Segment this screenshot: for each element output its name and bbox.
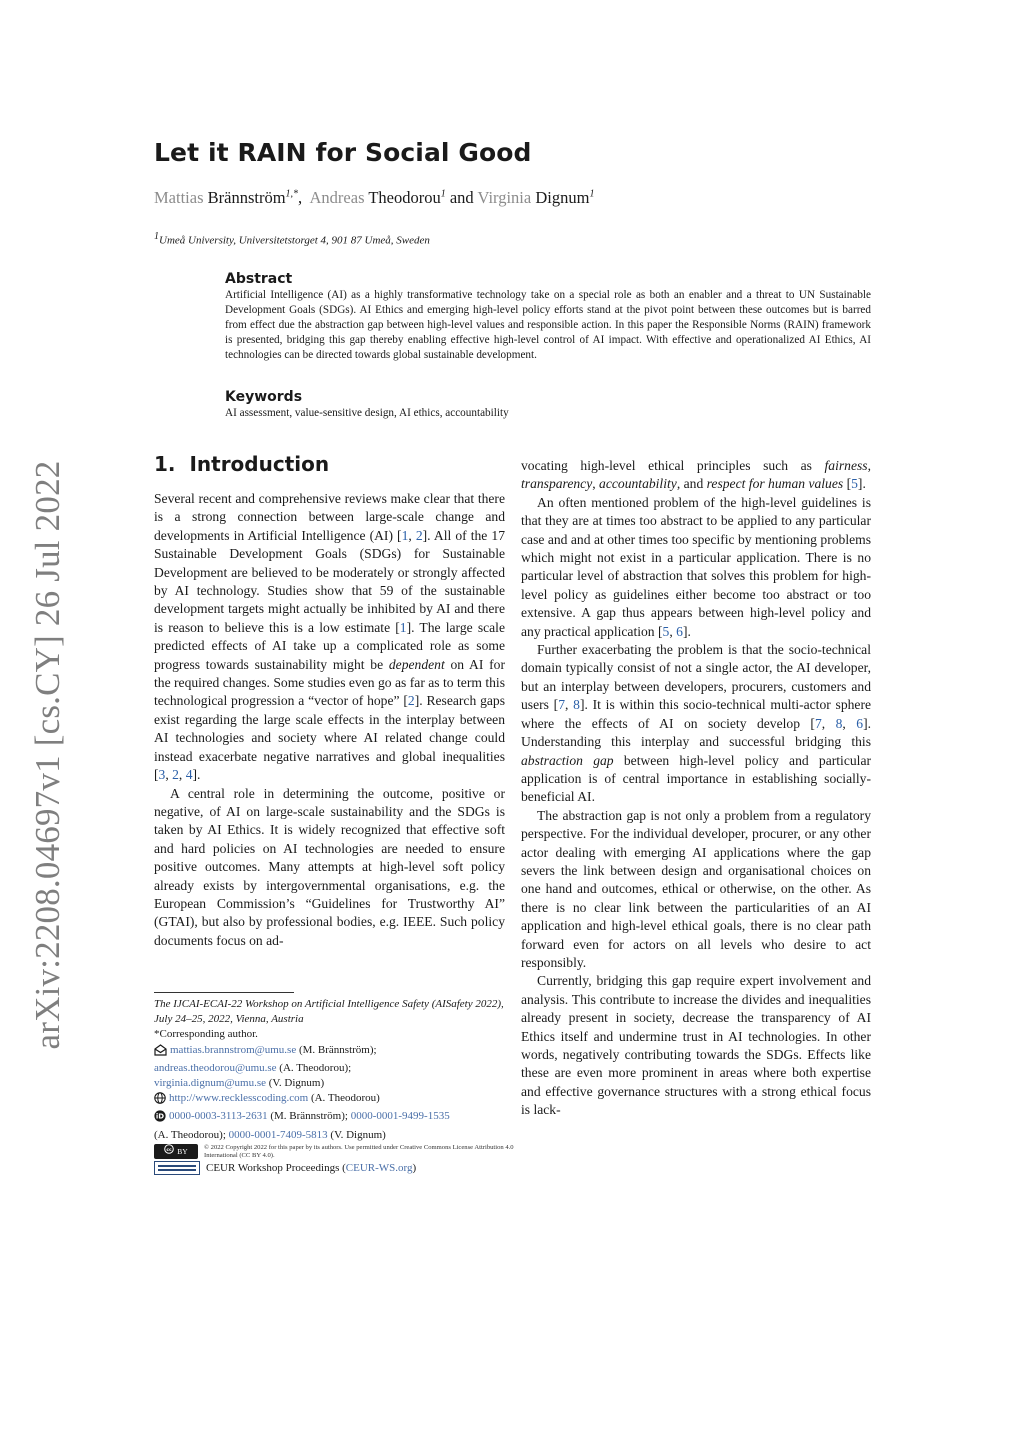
citation-link[interactable]: 1 bbox=[401, 527, 409, 543]
citation-link[interactable]: 8 bbox=[573, 697, 580, 713]
author-1: Mattias Brännström$^{1,*}$ bbox=[154, 188, 299, 207]
orcid-line: (A. Theodorou); 0000-0001-7409-5813 (V. Dignum) bbox=[154, 1128, 386, 1141]
email-line: mattias.brannstrom@umu.se (M. Brännström); bbox=[154, 1043, 514, 1061]
abstract-block bbox=[225, 271, 871, 363]
citation-link[interactable]: 5 bbox=[662, 623, 670, 639]
citation-link[interactable]: 6 bbox=[856, 715, 864, 731]
right-column bbox=[521, 457, 871, 1120]
paragraph-6: The abstraction gap is not only a problem from a regulatory perspective. For the individual developer, procurer, or any other actor dealing with emerging AI applications where the gap severs the link between design and organisational choices on one hand and outcomes, ethical or otherwise, on the other. As there is no clear link between the particularities of an AI application and high-level ethical goals, there is no clear path forward even for actors on all levels who desire to act responsibly. bbox=[521, 807, 871, 970]
abstract-heading: Abstract bbox=[225, 271, 293, 287]
citation-link[interactable]: 2 bbox=[415, 527, 423, 543]
orcid-link-1[interactable]: 0000-0003-3113-2631 bbox=[169, 1110, 268, 1123]
arxiv-stamp bbox=[20, 450, 76, 1060]
orcid-line: iD 0000-0003-3113-2631 (M. Brännström); 0000-0001-9499-1535 bbox=[154, 1109, 514, 1127]
citation-link[interactable]: 7 bbox=[558, 697, 566, 713]
envelope-icon bbox=[154, 1044, 167, 1061]
keywords-text: AI assessment, value-sensitive design, AI ethics, accountability bbox=[225, 407, 509, 419]
paragraph-3: vocating high-level ethical principles such as fairness, transparency, accountability, and respect for human values [5]. bbox=[521, 458, 871, 492]
email-link-1[interactable]: mattias.brannstrom@umu.se bbox=[170, 1043, 297, 1056]
ceur-link[interactable]: CEUR-WS.org bbox=[345, 1161, 413, 1174]
paragraph-1: Several recent and comprehensive reviews make clear that there is a strong connection between large-scale change and developments in Artificial Intelligence (AI) [1, 2]. All of the 17 Sustainable Development Goals (SDGs) for Sustainable Development are believed to be moderately or strongly affected by AI technology. Studies show that 59 of the sustainable development targets might actually be inhibited by AI and there is reason to believe this is a low estimate [1]. The large scale predicted effects of AI take up a complicated role as some progress towards sustainability might be dependent on AI for the required changes. Some studies even go as far as to term this technological progression a “vector of hope” [2]. Research gaps exist regarding the large scale effects in the interplay between AI technologies and society where AI related change could instead exacerbate negative narratives and global inequalities [3, 2, 4]. bbox=[154, 491, 505, 783]
cc-badge-label: BY bbox=[177, 1147, 188, 1157]
arxiv-stamp-text: arXiv:2208.04697v1 [cs.CY] 26 Jul 2022 bbox=[28, 460, 67, 1050]
orcid-link-3[interactable]: 0000-0001-7409-5813 bbox=[228, 1128, 328, 1141]
email-link-3[interactable]: virginia.dignum@umu.se bbox=[154, 1077, 266, 1090]
cc-icon bbox=[164, 1144, 174, 1159]
footnotes bbox=[154, 992, 514, 1176]
citation-link[interactable]: 3 bbox=[158, 767, 166, 783]
author-list: Mattias Brännström$^{1,*}$, Andreas Theodorou$^1$ and Virginia Dignum$^1$ bbox=[154, 188, 595, 207]
homepage-line: http://www.recklesscoding.com (A. Theodorou) bbox=[154, 1091, 514, 1109]
ceur-logo-icon bbox=[154, 1161, 200, 1175]
email-link-2[interactable]: andreas.theodorou@umu.se bbox=[154, 1061, 277, 1074]
svg-text:cc: cc bbox=[166, 1148, 172, 1154]
citation-link[interactable]: 6 bbox=[676, 623, 683, 639]
paragraph-2: A central role in determining the outcome, positive or negative, of AI on large-scale sustainability and the SDGs is taken by AI Ethics. It is widely recognized that effective soft and hard policies on AI technologies are needed to ensure positive outcomes. Many attempts at high-level soft policy already exists by intergovernmental organisations, e.g. the European Commission’s “Guidelines for Trustworthy AI” (GTAI), but also by professional bodies, e.g. IEEE. Such policy documents focus on ad- bbox=[154, 785, 505, 948]
svg-text:iD: iD bbox=[155, 1113, 165, 1122]
paragraph-5: Further exacerbating the problem is that the socio-technical domain typically consist of not a single actor, the AI developer, but an interplay between developers, procurers, customers and users [7, 8]. It is within this socio-technical multi-actor sphere where the effects of AI on society develop [7, 8, 6]. Understanding this interplay and successful bridging this abstraction gap between high-level policy and particular application is of central importance in establishing socially-beneficial AI. bbox=[521, 642, 872, 805]
left-column bbox=[154, 452, 505, 950]
author-2: Andreas Theodorou$^1$ bbox=[309, 188, 446, 207]
section-heading: 1. Introduction bbox=[154, 452, 330, 476]
email-line: virginia.dignum@umu.se (V. Dignum) bbox=[154, 1077, 325, 1090]
citation-link[interactable]: 4 bbox=[185, 767, 193, 783]
keywords-block bbox=[225, 389, 871, 421]
abstract-text: Artificial Intelligence (AI) as a highly transformative technology take on a special role as both an enabler and a threat to UN Sustainable Development Goals (SDGs). AI Ethics and emerging high-level policy efforts stand at the pivot point between these outcomes but is barred from effect due the abstraction gap between high-level values and responsible action. In this paper the Responsible Norms (RAIN) framework is presented, bridging this gap thereby enabling effective high-level control of AI impact. With effective and operationalized AI Ethics, AI technologies can be directed towards global sustainable development. bbox=[225, 289, 871, 362]
citation-link[interactable]: 5 bbox=[851, 476, 858, 492]
license-text: © 2022 Copyright 2022 for this paper by its authors. Use permitted under Creative Commons License Attribution 4.0 International (CC BY 4.0). bbox=[204, 1143, 514, 1159]
citation-link[interactable]: 1 bbox=[399, 619, 407, 635]
license-row bbox=[154, 1144, 514, 1160]
ceur-line: CEUR Workshop Proceedings (CEUR-WS.org) bbox=[206, 1161, 417, 1174]
citation-link[interactable]: 8 bbox=[835, 715, 843, 731]
paper-title: Let it RAIN for Social Good bbox=[154, 138, 532, 167]
author-3: Virginia Dignum$^1$ bbox=[477, 188, 595, 207]
keywords-heading: Keywords bbox=[225, 389, 303, 405]
globe-icon bbox=[154, 1092, 166, 1109]
paragraph-4: An often mentioned problem of the high-level guidelines is that they are at times too abstract to be applied to any particular case and and at other times too specific by mentioning problems which might not exist in a particular application. There is no particular level of abstraction that solves this problem for high-level policy as guidelines either become too abstract or too extensive. A gap thus appears between high-level policy and any practical application [5, 6]. bbox=[521, 494, 871, 639]
citation-link[interactable]: 2 bbox=[172, 767, 179, 783]
footnote-rule bbox=[154, 992, 294, 993]
orcid-icon bbox=[154, 1110, 166, 1127]
cc-by-badge bbox=[154, 1144, 198, 1159]
homepage-link[interactable]: http://www.recklesscoding.com bbox=[169, 1092, 309, 1105]
ceur-row bbox=[154, 1161, 514, 1176]
venue-note: The IJCAI-ECAI-22 Workshop on Artificial Intelligence Safety (AISafety 2022), July 24–25, 2022, Vienna, Austria bbox=[154, 998, 504, 1026]
affiliation: 1Umeå University, Universitetstorget 4, 901 87 Umeå, Sweden bbox=[154, 231, 430, 247]
corresponding-note: *Corresponding author. bbox=[154, 1028, 258, 1041]
email-line: andreas.theodorou@umu.se (A. Theodorou); bbox=[154, 1061, 352, 1074]
paragraph-7: Currently, bridging this gap require expert involvement and analysis. This contribute to increase the divides and inequalities already present in society, decrease the transparency of AI Ethics itself and undermine trust in AI technologies. In other words, negatively contributing towards the SDGs. Effects like these are even more prominent in areas where both expertise and effective governance structures with a strong ethical focus is lack- bbox=[521, 973, 871, 1118]
citation-link[interactable]: 7 bbox=[814, 715, 822, 731]
citation-link[interactable]: 2 bbox=[407, 693, 415, 709]
orcid-link-2[interactable]: 0000-0001-9499-1535 bbox=[350, 1110, 450, 1123]
